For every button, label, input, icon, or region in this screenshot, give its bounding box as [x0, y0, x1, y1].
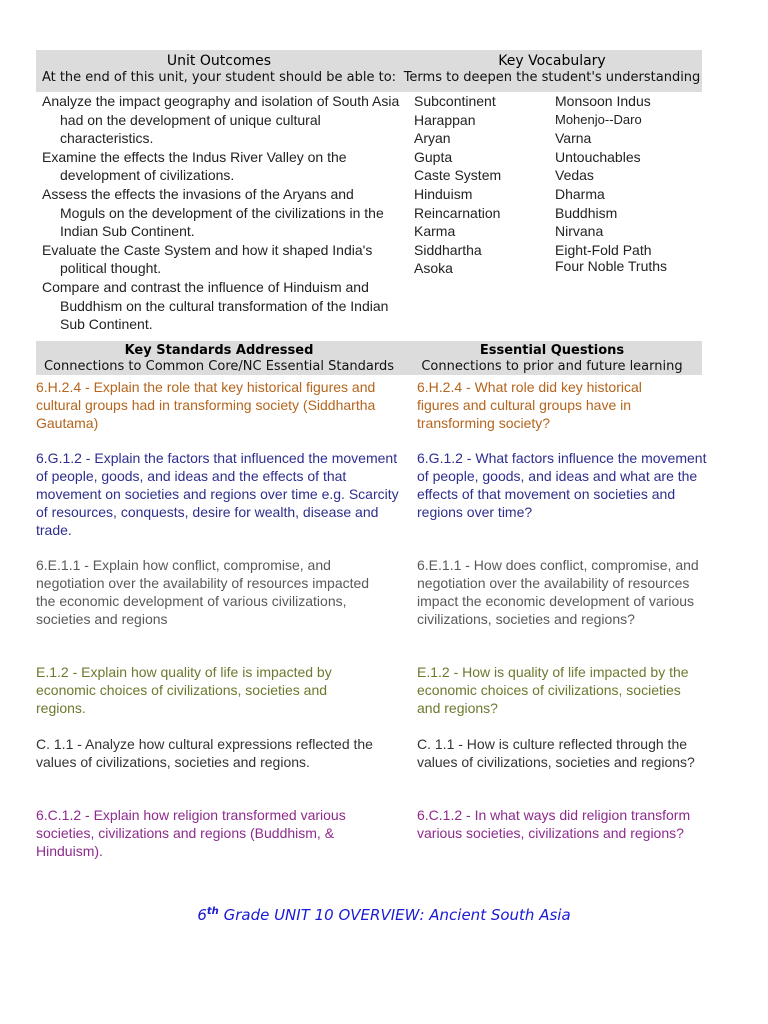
- standard-text: 6.H.2.4 - Explain the role that key historical figures and cultural groups had in transforming society (Siddhartha Gautama): [36, 379, 376, 431]
- standard-text: E.1.2 - Explain how quality of life is impacted by economic choices of civilizations, societies and regions.: [36, 664, 332, 716]
- vocab-term: Eight-Fold Path: [555, 241, 652, 258]
- grade-number: 6: [197, 906, 207, 924]
- vocab-term: Four Noble Truths: [555, 258, 668, 275]
- key-vocabulary-header: [402, 50, 702, 92]
- unit-outcomes-heading: Unit Outcomes: [166, 53, 272, 69]
- vocab-term: Subcontinent: [414, 93, 496, 109]
- vocab-term: Nirvana: [555, 223, 604, 240]
- vocab-term: Asoka: [414, 260, 453, 277]
- unit-outcomes-subheading: At the end of this unit, your student should be able to:: [41, 70, 397, 85]
- vocab-term: Dharma: [555, 185, 605, 202]
- outcome-item: Examine the effects the Indus River Valley on the development of civilizations.: [42, 148, 347, 184]
- question-text: 6.G.1.2 - What factors influence the movement of people, goods, and ideas and what are the effects of that movement on societies and regions over time?: [417, 450, 707, 520]
- vocab-term: Gupta: [414, 148, 453, 165]
- vocabulary-column-2: [555, 92, 700, 274]
- question-text: 6.E.1.1 - How does conflict, compromise, and negotiation over the availability of resources impact the economic development of various civilizations, societies and regions?: [417, 557, 699, 627]
- question-text: 6.H.2.4 - What role did key historical figures and cultural groups have in transforming society?: [417, 379, 642, 431]
- vocab-term: Reincarnation: [414, 204, 501, 221]
- vocab-term: Mohenjo--Daro: [555, 111, 642, 127]
- key-standards-header: [36, 341, 402, 375]
- question-text: E.1.2 - How is quality of life impacted by the economic choices of civilizations, societies and regions?: [417, 664, 689, 716]
- outcome-item: Evaluate the Caste System and how it shaped India's political thought.: [42, 241, 373, 277]
- outcome-item: Compare and contrast the influence of Hinduism and Buddhism on the cultural transformation of the Indian Sub Continent.: [42, 278, 389, 333]
- grade-suffix: th: [206, 906, 219, 917]
- essential-questions-subheading: Connections to prior and future learning: [421, 359, 683, 374]
- vocab-term: Hinduism: [414, 185, 473, 202]
- vocab-term: Buddhism: [555, 204, 618, 221]
- question-text: C. 1.1 - How is culture reflected through the values of civilizations, societies and regions?: [417, 736, 695, 770]
- key-vocabulary-subheading: Terms to deepen the student's understanding: [403, 70, 701, 85]
- vocab-term: Untouchables: [555, 148, 641, 165]
- unit-outcomes-list: [42, 92, 402, 334]
- essential-questions-header: [402, 341, 702, 375]
- vocab-term: Monsoon Indus: [555, 93, 651, 109]
- key-standards-subheading: Connections to Common Core/NC Essential Standards: [43, 359, 395, 374]
- standard-text: 6.G.1.2 - Explain the factors that influenced the movement of people, goods, and ideas and the effects of that movement on societies and regions over time e.g. Scarcity of resources, conquests, desire for wealth, disease and trade.: [36, 450, 399, 538]
- footer-title: Grade UNIT 10 OVERVIEW: Ancient South Asia: [218, 906, 571, 924]
- outcome-item: Analyze the impact geography and isolation of South Asia had on the development of unique cultural characteristics.: [42, 93, 400, 147]
- vocab-term: Siddhartha: [414, 241, 482, 258]
- vocab-term: Vedas: [555, 167, 594, 184]
- vocab-term: Karma: [414, 223, 456, 240]
- unit-outcomes-header: [36, 50, 402, 92]
- standard-text: 6.E.1.1 - Explain how conflict, compromise, and negotiation over the availability of resources impacted the economic development of various civilizations, societies and regions: [36, 557, 370, 627]
- question-text: 6.C.1.2 - In what ways did religion transform various societies, civilizations and regions?: [417, 807, 691, 841]
- standard-text: C. 1.1 - Analyze how cultural expressions reflected the values of civilizations, societies and regions.: [36, 736, 373, 770]
- vocab-term: Harappan: [414, 111, 476, 128]
- key-standards-heading: Key Standards Addressed: [124, 343, 314, 358]
- essential-questions-heading: Essential Questions: [479, 343, 625, 358]
- key-vocabulary-heading: Key Vocabulary: [498, 53, 606, 69]
- vocabulary-column-1: [414, 92, 549, 278]
- outcome-item: Assess the effects the invasions of the Aryans and Moguls on the development of the civilizations in the Indian Sub Continent.: [42, 185, 384, 240]
- vocab-term: Caste System: [414, 167, 502, 184]
- vocab-term: Varna: [555, 130, 592, 147]
- unit-overview-title: [0, 906, 768, 924]
- standard-text: 6.C.1.2 - Explain how religion transformed various societies, civilizations and regions (Buddhism, & Hinduism).: [36, 807, 346, 859]
- vocab-term: Aryan: [414, 130, 451, 147]
